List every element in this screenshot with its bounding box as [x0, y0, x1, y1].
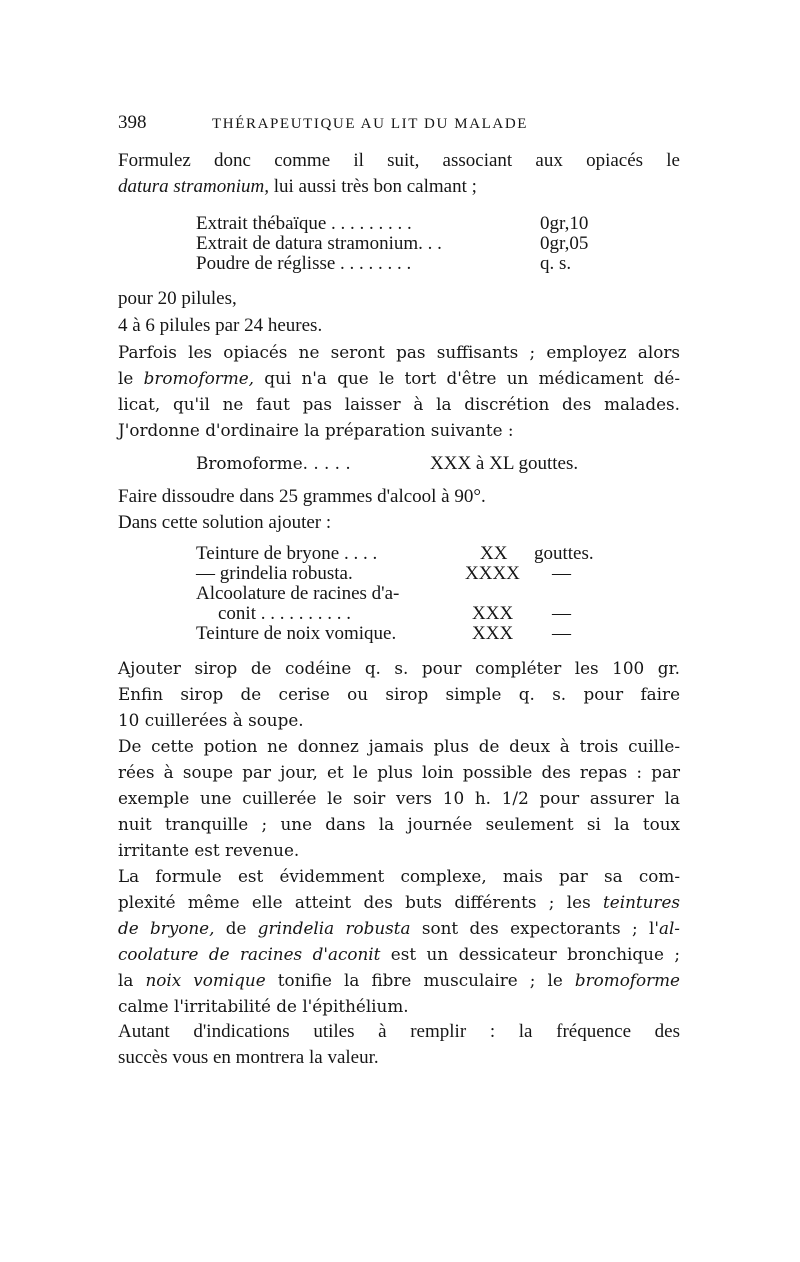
- text-run: qui n'a que le tort d'être un médicament dé-: [254, 368, 681, 388]
- formula1-row2-name: Extrait de datura stramonium. . .: [196, 233, 442, 254]
- formula3-row2-dose: XXXX: [465, 563, 520, 584]
- italic-term: coolature de racines d'aconit: [118, 944, 381, 964]
- after-formula1-line1: pour 20 pilules,: [118, 288, 237, 309]
- formula3-row1-dose: XX: [480, 543, 508, 564]
- para4-line1: Ajouter sirop de codéine q. s. pour compléter les 100 gr.: [118, 658, 680, 678]
- italic-term: de bryone,: [118, 918, 215, 938]
- text-run: plexité même elle atteint des buts différents ; les: [118, 892, 604, 912]
- formula3-row5-dose: XXX: [472, 623, 514, 644]
- formula3-row3-name: Alcoolature de racines d'a-: [196, 583, 400, 604]
- para7-line2: succès vous en montrera la valeur.: [118, 1047, 379, 1068]
- para5-line4: nuit tranquille ; une dans la journée seulement si la toux: [118, 814, 680, 834]
- text-run: la: [118, 970, 146, 990]
- formula2-dose: XXX à XL gouttes.: [430, 453, 579, 474]
- para2-line3: licat, qu'il ne faut pas laisser à la discrétion des malades.: [118, 394, 680, 414]
- para5-line5: irritante est revenue.: [118, 840, 300, 860]
- para4-line3: 10 cuillerées à soupe.: [118, 710, 304, 730]
- para3-line1: Faire dissoudre dans 25 grammes d'alcool à 90°.: [118, 486, 486, 507]
- para6-line1: La formule est évidemment complexe, mais par sa com-: [118, 866, 680, 886]
- italic-term: bromoforme,: [143, 368, 254, 388]
- italic-term: noix vomique: [145, 970, 266, 990]
- italic-term: al-: [658, 918, 680, 938]
- formula1-row2-dose: 0gr,05: [540, 233, 589, 254]
- text-run: le: [118, 368, 144, 388]
- formula2-name: Bromoforme. . . . .: [196, 453, 351, 473]
- para6-line2: [118, 889, 680, 915]
- para2-line1: Parfois les opiacés ne seront pas suffisants ; employez alors: [118, 342, 680, 362]
- formula1-row1-dose: 0gr,10: [540, 213, 589, 234]
- text-run: tonifie la fibre musculaire ; le: [265, 970, 575, 990]
- para7-line1: Autant d'indications utiles à remplir : la fréquence des: [118, 1021, 680, 1042]
- para1-line2: [118, 174, 680, 200]
- para1-line1: Formulez donc comme il suit, associant aux opiacés le: [118, 150, 680, 171]
- para2-line4: J'ordonne d'ordinaire la préparation suivante :: [118, 420, 514, 440]
- italic-term: bromoforme: [574, 970, 680, 990]
- para4-line2: Enfin sirop de cerise ou sirop simple q. s. pour faire: [118, 684, 680, 704]
- formula3-row1-name: Teinture de bryone . . . .: [196, 543, 378, 564]
- para5-line2: rées à soupe par jour, et le plus loin possible des repas : par: [118, 762, 680, 782]
- formula3-row4-unit: —: [552, 603, 571, 624]
- formula1-row1-name: Extrait thébaïque . . . . . . . . .: [196, 213, 412, 234]
- italic-term: grindelia robusta: [257, 918, 411, 938]
- para6-line6: calme l'irritabilité de l'épithélium.: [118, 996, 409, 1016]
- para6-line3: [118, 915, 680, 941]
- formula1-row3-name: Poudre de réglisse . . . . . . . .: [196, 253, 412, 274]
- para6-line4: [118, 941, 680, 967]
- formula3-row1-unit: gouttes.: [534, 543, 594, 564]
- text-run: sont des expectorants ; l': [410, 918, 659, 938]
- text-run: de: [214, 918, 258, 938]
- para3-line2: Dans cette solution ajouter :: [118, 512, 332, 533]
- para2-line2: [118, 365, 680, 391]
- formula3-row5-unit: —: [552, 623, 571, 644]
- italic-term: datura stramonium,: [118, 176, 269, 197]
- para5-line1: De cette potion ne donnez jamais plus de deux à trois cuille-: [118, 736, 680, 756]
- formula3-row4-dose: XXX: [472, 603, 514, 624]
- para5-line3: exemple une cuillerée le soir vers 10 h. 1/2 pour assurer la: [118, 788, 680, 808]
- text-run: est un dessicateur bronchique ;: [380, 944, 680, 964]
- formula3-row2-name: — grindelia robusta.: [196, 563, 353, 584]
- italic-term: teintures: [603, 892, 680, 912]
- formula3-row4-name: conit . . . . . . . . . .: [218, 603, 351, 624]
- para6-line5: [118, 967, 680, 993]
- text-run: lui aussi très bon calmant ;: [268, 176, 477, 197]
- page-number: 398: [118, 112, 147, 133]
- formula3-row5-name: Teinture de noix vomique.: [196, 623, 397, 644]
- running-title: THÉRAPEUTIQUE AU LIT DU MALADE: [212, 116, 529, 132]
- formula1-row3-dose: q. s.: [540, 253, 572, 274]
- formula3-row2-unit: —: [552, 563, 571, 584]
- after-formula1-line2: 4 à 6 pilules par 24 heures.: [118, 315, 323, 336]
